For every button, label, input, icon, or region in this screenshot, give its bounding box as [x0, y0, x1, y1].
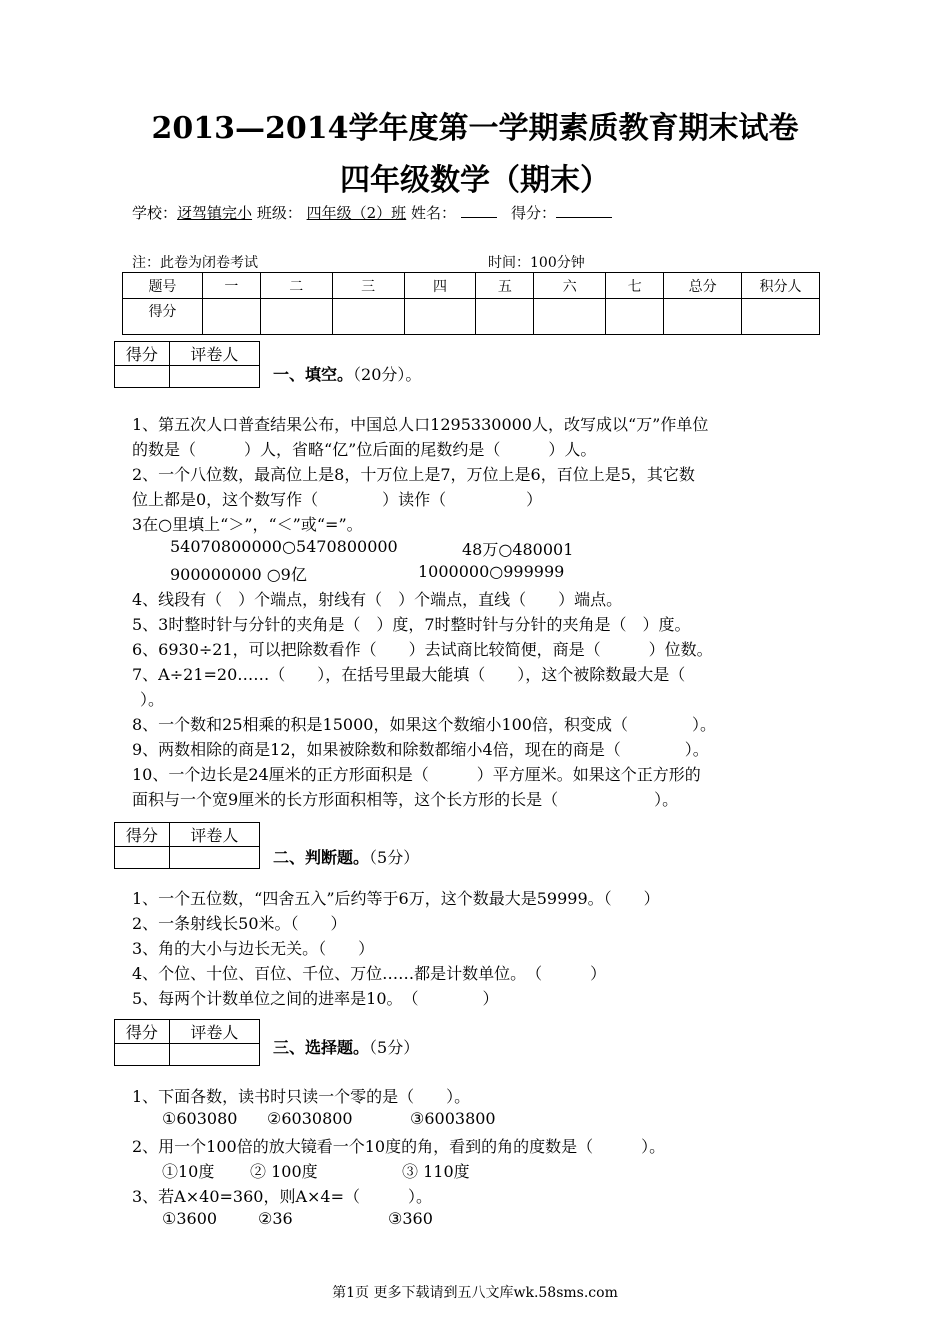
question: 2、一条射线长50米。（ ）	[132, 914, 347, 933]
question: 3、角的大小与边长无关。（ ）	[132, 939, 375, 958]
compare-item: 1000000○999999	[418, 562, 565, 581]
exam-note: 注：此卷为闭卷考试	[132, 255, 258, 271]
question: ）。	[140, 690, 165, 709]
question: 1、第五次人口普查结果公布，中国总人口1295330000人，改写成以“万”作单位	[132, 415, 709, 434]
question: 10、一个边长是24厘米的正方形面积是（ ）平方厘米。如果这个正方形的	[132, 765, 701, 784]
section-2-heading	[273, 845, 419, 868]
name-label: 姓名：	[410, 204, 456, 222]
score-header: 一	[202, 273, 260, 299]
grader-box	[114, 341, 260, 388]
score-row-label: 得分	[123, 299, 203, 335]
score-cell	[742, 299, 820, 335]
school-value: 迓驾镇完小	[177, 204, 253, 222]
question: 5、3时整时针与分针的夹角是（ ）度，7时整时针与分针的夹角是（ ）度。	[132, 615, 691, 634]
question: 8、一个数和25相乘的积是15000，如果这个数缩小100倍，积变成（ ）。	[132, 715, 716, 734]
grader-score-label: 得分	[115, 823, 170, 847]
score-cell	[476, 299, 534, 335]
score-header: 六	[534, 273, 606, 299]
grader-cell	[115, 366, 170, 388]
name-blank	[461, 203, 497, 218]
choice-option: ③360	[388, 1209, 433, 1228]
class-value: 四年级（2）班	[306, 204, 407, 222]
grader-score-label: 得分	[115, 1020, 170, 1044]
student-info-line	[132, 202, 612, 223]
question: 1、一个五位数，“四舍五入”后约等于6万，这个数最大是59999。（ ）	[132, 889, 660, 908]
question: 3、若A×40=360，则A×4=（ ）。	[132, 1187, 432, 1206]
section-points: （5分）	[369, 1038, 420, 1057]
score-cell	[332, 299, 404, 335]
score-header: 二	[260, 273, 332, 299]
question: 9、两数相除的商是12，如果被除数和除数都缩小4倍，现在的商是（ ）。	[132, 740, 709, 759]
score-blank	[556, 203, 612, 218]
choice-option: ①603080	[162, 1109, 238, 1128]
question: 5、每两个计数单位之间的进率是10。 （ ）	[132, 989, 499, 1008]
grader-score-label: 得分	[115, 342, 170, 366]
grader-cell	[169, 366, 259, 388]
choice-option: ② 100度	[250, 1162, 318, 1181]
question: 4、个位、十位、百位、千位、万位……都是计数单位。 （ ）	[132, 964, 607, 983]
page-footer: 第1页 更多下载请到五八文库wk.58sms.com	[332, 1285, 618, 1301]
score-table	[122, 272, 820, 335]
choice-option: ②36	[258, 1209, 293, 1228]
score-header: 题号	[123, 273, 203, 299]
score-cell	[534, 299, 606, 335]
question: 6、6930÷21，可以把除数看作（ ）去试商比较简便，商是（ ）位数。	[132, 640, 713, 659]
grader-name-label: 评卷人	[169, 1020, 259, 1044]
score-header: 总分	[664, 273, 742, 299]
section-title: 三、选择题。	[273, 1038, 370, 1057]
grader-name-label: 评卷人	[169, 823, 259, 847]
choice-option: ③ 110度	[402, 1162, 470, 1181]
choice-option: ①10度	[162, 1162, 215, 1181]
class-label: 班级：	[256, 204, 302, 222]
question: 2、用一个100倍的放大镜看一个10度的角，看到的角的度数是（ ）。	[132, 1137, 666, 1156]
grader-box	[114, 1019, 260, 1066]
score-label: 得分：	[511, 204, 557, 222]
question: 2、一个八位数，最高位上是8，十万位上是7，万位上是6，百位上是5，其它数	[132, 465, 695, 484]
question: 4、线段有（ ）个端点，射线有（ ）个端点，直线（ ）端点。	[132, 590, 623, 609]
grader-box	[114, 822, 260, 869]
section-title: 二、判断题。	[273, 848, 370, 867]
choice-option: ②6030800	[267, 1109, 353, 1128]
score-header: 积分人	[742, 273, 820, 299]
grader-name-label: 评卷人	[169, 342, 259, 366]
question: 的数是（ ）人，省略“亿”位后面的尾数约是（ ）人。	[132, 440, 597, 459]
grader-cell	[115, 1044, 170, 1066]
score-cell	[404, 299, 476, 335]
score-header: 五	[476, 273, 534, 299]
compare-item: 48万○480001	[462, 540, 574, 559]
score-cell	[202, 299, 260, 335]
score-cell	[606, 299, 664, 335]
score-header: 七	[606, 273, 664, 299]
exam-subtitle: 四年级数学（期末）	[340, 163, 610, 198]
choice-option: ③6003800	[410, 1109, 496, 1128]
question: 位上都是0，这个数写作（ ）读作（ ）	[132, 490, 543, 509]
section-title: 一、填空。	[273, 365, 354, 384]
question: 1、下面各数，读书时只读一个零的是（ ）。	[132, 1087, 471, 1106]
question: 7、A÷21=20……（ ），在括号里最大能填（ ），这个被除数最大是（	[132, 665, 686, 684]
section-3-heading	[273, 1035, 419, 1058]
section-1-heading	[273, 362, 421, 385]
compare-item: 900000000 ○9亿	[170, 565, 307, 584]
grader-cell	[169, 847, 259, 869]
score-cell	[260, 299, 332, 335]
grader-cell	[115, 847, 170, 869]
score-cell	[664, 299, 742, 335]
question: 面积与一个宽9厘米的长方形面积相等，这个长方形的长是（ ）。	[132, 790, 679, 809]
choice-option: ①3600	[162, 1209, 218, 1228]
exam-time: 时间：100分钟	[488, 255, 585, 271]
score-header: 三	[332, 273, 404, 299]
grader-cell	[169, 1044, 259, 1066]
compare-item: 54070800000○5470800000	[170, 537, 398, 556]
section-points: （20分）。	[353, 365, 422, 384]
score-header: 四	[404, 273, 476, 299]
school-label: 学校：	[132, 204, 178, 222]
exam-title: 2013—2014学年度第一学期素质教育期末试卷	[151, 111, 799, 146]
section-points: （5分）	[369, 848, 420, 867]
question: 3在○里填上“＞”，“＜”或“=”。	[132, 515, 363, 534]
